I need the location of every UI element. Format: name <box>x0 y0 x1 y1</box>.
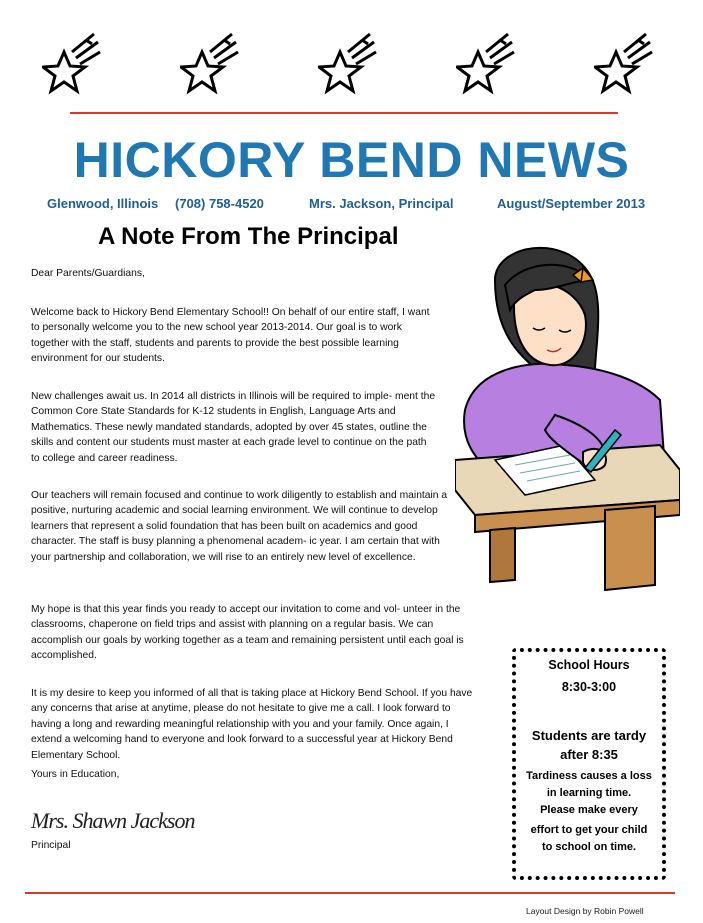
shooting-star-icon <box>180 30 240 100</box>
girl-writing-at-desk-illustration <box>455 240 680 605</box>
tardy-note-line: in learning time. <box>546 787 632 799</box>
shooting-star-icon <box>42 30 102 100</box>
greeting: Dear Parents/Guardians, <box>31 268 145 279</box>
school-hours-box <box>512 648 666 880</box>
article-paragraph: New challenges await us. In 2014 all districts in Illinois will be required to imple- ment the Common Core State Standards for K-12 students in English, Language Arts and Mathematics. These newly mandated standards, adopted by over 45 states, outline the skills and content our students must master at each grade level to continue on the path to college and career readiness. <box>31 391 436 464</box>
school-hours-value: 8:30-3:00 <box>561 680 617 694</box>
signature: Mrs. Shawn Jackson <box>31 808 195 833</box>
shooting-stars-row <box>0 30 703 110</box>
article-paragraph: Our teachers will remain focused and continue to work diligently to establish and maintain a positive, nurturing academic and social learning environment. We will continue to develop learners that represent a solid foundation that has been built on academics and good character. The staff is busy planning a phenomenal academ- ic year. I am certain that with your partnership and collaboration, we will rise to an entirely new level of excellence. <box>31 490 448 563</box>
article-heading: A Note From The Principal <box>98 223 399 250</box>
tardy-line-1: Students are tardy <box>531 728 647 743</box>
tardy-note-line: Please make every <box>540 804 638 816</box>
layout-credit: Layout Design by Robin Powell <box>526 906 644 916</box>
tardy-note-line: to school on time. <box>541 841 637 853</box>
phone-number: (708) 758-4520 <box>175 196 264 211</box>
closing: Yours in Education, <box>31 769 120 780</box>
tardy-note-line: effort to get your child <box>530 824 648 836</box>
article-paragraph: My hope is that this year finds you ready to accept our invitation to come and vol- unteer in the classrooms, chaperone on field trips and assist with planning on a regular basis. We can accomplish our goals by working together as a team and remaining persistent until each goal is accomplished. <box>31 604 464 662</box>
tardy-line-2: after 8:35 <box>560 747 618 762</box>
article-paragraph: Welcome back to Hickory Bend Elementary School!! On behalf of our entire staff, I want to personally welcome you to the new school year 2013-2014. Our goal is to work together with the staff, students and parents to provide the best possible learning environment for our students. <box>31 307 430 365</box>
location-label: Glenwood, Illinois <box>47 196 159 211</box>
newsletter-title: HICKORY BEND NEWS <box>73 132 630 188</box>
issue-date: August/September 2013 <box>497 196 646 211</box>
shooting-star-icon <box>456 30 516 100</box>
top-divider <box>70 112 618 114</box>
school-hours-title: School Hours <box>548 658 630 672</box>
shooting-star-icon <box>318 30 378 100</box>
tardy-note-line: Tardiness causes a loss <box>526 770 652 782</box>
signer-title: Principal <box>31 840 71 851</box>
bottom-divider <box>25 892 675 894</box>
principal-label: Mrs. Jackson, Principal <box>309 196 454 211</box>
shooting-star-icon <box>594 30 654 100</box>
article-paragraph: It is my desire to keep you informed of all that is taking place at Hickory Bend School. If you have any concerns that arise at anytime, please do not hesitate to give me a call. I look forward to having a long and rewarding meaningful relationship with you and your family. Once again, I extend a welcoming hand to everyone and look forward to a successful year at Hickory Bend Elementary School. <box>31 688 473 761</box>
